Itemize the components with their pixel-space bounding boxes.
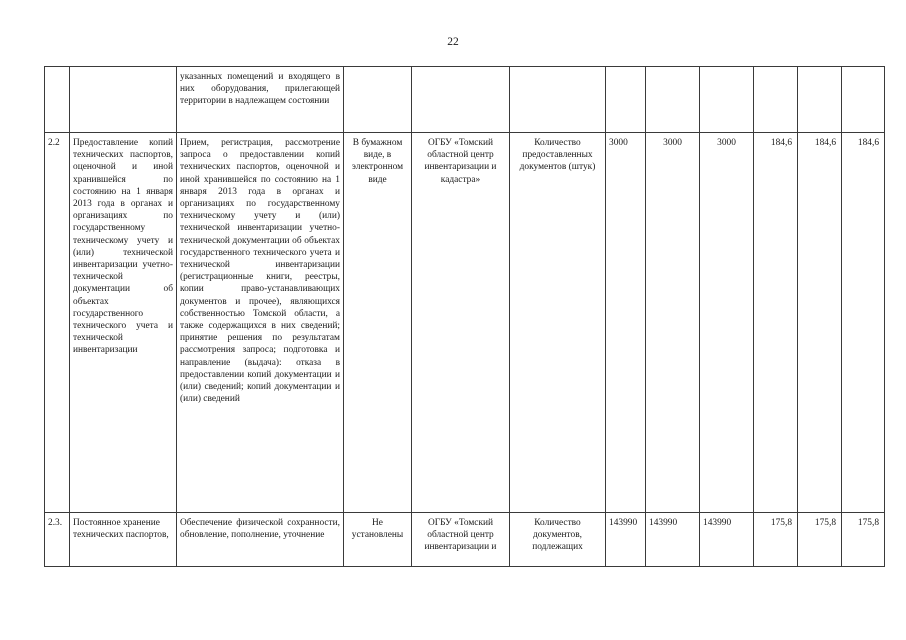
cell-value-2: 3000 [646, 133, 700, 513]
cell-service-name: Предоставление копий технических паспортов, оценочной и иной хранившейся по состоянию на 1 января 2013 года в органах и организациях по государственному техническому учету и (или) технической инвентаризации учетно-технической документации об объектах государственного технического учета и технической инвентаризации [70, 133, 177, 513]
cell-value-5 [798, 67, 842, 133]
cell-value-6: 184,6 [842, 133, 885, 513]
cell-indicator: Количество предоставленных документов (штук) [510, 133, 606, 513]
cell-content: указанных помещений и входящего в них оборудования, прилегающей территории в надлежащем состоянии [177, 67, 344, 133]
cell-value-3 [700, 67, 754, 133]
cell-value-5: 175,8 [798, 513, 842, 567]
cell-value-2 [646, 67, 700, 133]
cell-form: В бумажном виде, в электронном виде [344, 133, 412, 513]
cell-value-1: 143990 [606, 513, 646, 567]
cell-service-name: Постоянное хранение технических паспортов, [70, 513, 177, 567]
cell-value-1 [606, 67, 646, 133]
cell-value-2: 143990 [646, 513, 700, 567]
cell-value-3: 3000 [700, 133, 754, 513]
table-row [45, 133, 885, 513]
cell-value-3: 143990 [700, 513, 754, 567]
cell-form: Не установлены [344, 513, 412, 567]
cell-value-4 [754, 67, 798, 133]
page-number: 22 [447, 36, 459, 48]
cell-number [45, 67, 70, 133]
cell-indicator: Количество документов, подлежащих [510, 513, 606, 567]
service-table [44, 66, 885, 567]
cell-number: 2.2 [45, 133, 70, 513]
cell-service-name [70, 67, 177, 133]
cell-value-5: 184,6 [798, 133, 842, 513]
cell-value-1: 3000 [606, 133, 646, 513]
cell-executor: ОГБУ «Томский областной центр инвентаризации и [412, 513, 510, 567]
cell-executor [412, 67, 510, 133]
cell-content: Обеспечение физической сохранности, обновление, пополнение, уточнение [177, 513, 344, 567]
cell-value-4: 184,6 [754, 133, 798, 513]
cell-value-6: 175,8 [842, 513, 885, 567]
table-row [45, 67, 885, 133]
cell-value-4: 175,8 [754, 513, 798, 567]
cell-indicator [510, 67, 606, 133]
cell-value-6 [842, 67, 885, 133]
cell-content: Прием, регистрация, рассмотрение запроса о предоставлении копий технических паспортов, оценочной и иной хранившейся по состоянию на 1 января 2013 года в органах и организациях по государственному техническому учету и (или) технической инвентаризации учетно-технической документации об объектах государственного технического учета и технической инвентаризации (регистрационные книги, реестры, копии право-устанавливающих документов и прочее), являющихся собственностью Томской области, а также содержащихся в них сведений; принятие решения по результатам рассмотрения запроса; подготовка и направление (выдача): отказа в предоставлении копий документации и (или) сведений; копий документации и (или) сведений [177, 133, 344, 513]
cell-form [344, 67, 412, 133]
cell-executor: ОГБУ «Томский областной центр инвентаризации и кадастра» [412, 133, 510, 513]
table-row [45, 513, 885, 567]
cell-number: 2.3. [45, 513, 70, 567]
